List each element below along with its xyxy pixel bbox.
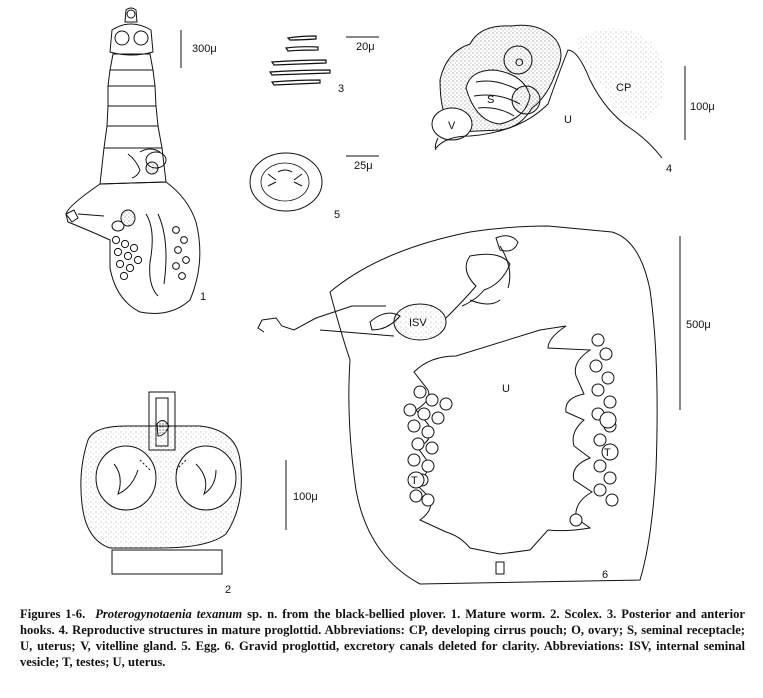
caption-body: sp. n. from the black-bellied plover. 1. Mature worm. 2. Scolex. 3. Posterior and anterior hooks. 4. Reproductive structures in mature proglottid. Abbreviations: CP, developing cirrus pouch; O, ovary; S, seminal receptacle; U, uterus; V, vitelline gland. 5. Egg. 6. Gravid proglottid, excretory canals deleted for clarity. Abbreviations: ISV, internal seminal vesicle; T, testes; U, uterus. [20,607,746,669]
figure-4-reproductive-structures [432,25,685,158]
figure-4-label-o: O [515,57,524,69]
caption-lead: Figures 1-6. [20,607,86,621]
figure-6-number: 6 [602,569,609,581]
figure-6-label-t-right: T [604,447,611,459]
figure-4-label-s: S [487,94,495,106]
figure-6-label-u: U [502,383,510,395]
figure-4-label-v: V [448,120,456,132]
figure-5-scale-label: 25μ [354,160,373,172]
figure-3-number: 3 [338,83,345,95]
figure-1-scale-label: 300μ [192,43,217,55]
figure-2-scolex [81,392,286,574]
figure-6-label-t-left: T [411,475,418,487]
figure-4-label-cp: CP [616,82,632,94]
caption-species: Proterogynotaenia texanum [95,607,243,621]
figure-2-number: 2 [225,584,232,596]
figure-4-label-u: U [564,114,572,126]
figure-4-scale-label: 100μ [690,101,715,113]
figure-6-gravid-proglottid [258,226,680,584]
figure-2-scale-label: 100μ [293,491,318,503]
figure-4-number: 4 [666,163,673,175]
figure-caption [20,606,745,670]
figure-1-number: 1 [200,291,207,303]
figure-1-mature-worm [66,8,200,314]
figure-6-label-isv: ISV [409,317,427,329]
figure-5-number: 5 [334,209,341,221]
figure-3-scale-label: 20μ [356,41,375,53]
figure-6-scale-label: 500μ [686,319,711,331]
